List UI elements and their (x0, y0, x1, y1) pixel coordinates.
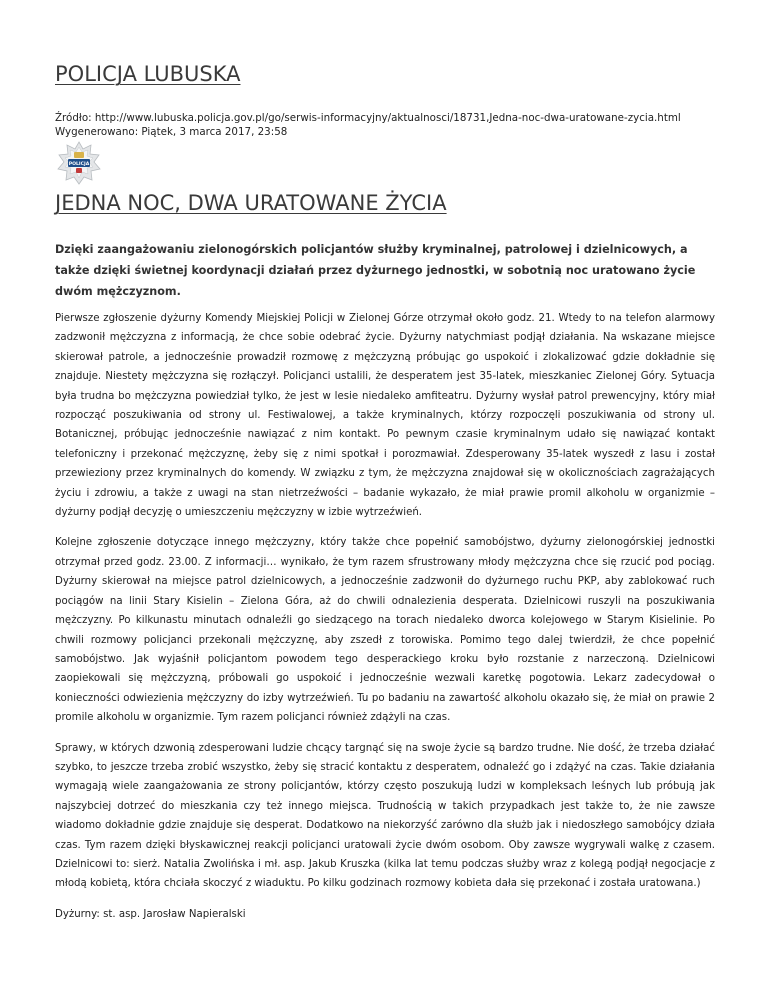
source-line: Źródło: http://www.lubuska.policja.gov.pl/go/serwis-informacyjny/aktualnosci/18731,Jedna-noc-dwa-uratowane-zycia.html (55, 112, 681, 124)
logo-text: POLICJA (68, 162, 90, 167)
article-lead: Dzięki zaangażowaniu zielonogórskich policjantów służby kryminalnej, patrolowej i dzielnicowych, a także dzięki świetnej koordynacji działań przez dyżurnego jednostki, w sobotnią noc uratowano życie dwóm mężczyznom. (55, 243, 696, 298)
article-body (55, 309, 715, 935)
generated-line: Wygenerowano: Piątek, 3 marca 2017, 23:58 (55, 126, 288, 138)
article-title[interactable]: JEDNA NOC, DWA URATOWANE ŻYCIA (55, 191, 447, 215)
police-star-logo-icon (57, 141, 101, 185)
article-paragraph: Dyżurny: st. asp. Jarosław Napieralski (55, 908, 246, 920)
article-paragraph: Pierwsze zgłoszenie dyżurny Komendy Miejskiej Policji w Zielonej Górze otrzymał około godz. 21. Wtedy to na telefon alarmowy zadzwonił mężczyzna z informacją, że chce sobie odebrać życie. Dyżurny natychmiast podjął działania. Na wskazane miejsce skierował patrole, a jednocześnie prowadził rozmowę z mężczyzną próbując go uspokoić i zlokalizować gdzie dokładnie się znajduje. Niestety mężczyzna się rozłączył. Policjanci ustalili, że desperatem jest 35-latek, mieszkaniec Zielonej Góry. Sytuacja była trudna bo mężczyzna powiedział tylko, że jest w lesie niedaleko amfiteatru. Dyżurny wysłał patrol prewencyjny, który miał rozpocząć poszukiwania od strony ul. Festiwalowej, a także kryminalnych, którzy rozpoczęli poszukiwania od strony ul. Botanicznej, próbując jednocześnie nawiązać z nim kontakt. Po pewnym czasie kryminalnym udało się nawiązać kontakt telefoniczny i przekonać mężczyznę, żeby się z nimi spotkał i porozmawiał. Zdesperowany 35-latek wyszedł z lasu i został przewieziony przez kryminalnych do komendy. W związku z tym, że mężczyzna znajdował się w okolicznościach zagrażających życiu i zdrowiu, a także z uwagi na stan nietrzeźwości – badanie wykazało, że miał prawie promil alkoholu w organizmie – dyżurny podjął decyzję o umieszczeniu mężczyzny w izbie wytrzeźwień. (55, 313, 715, 519)
article-paragraph: Kolejne zgłoszenie dotyczące innego mężczyzny, który także chce popełnić samobójstwo, dyżurny zielonogórskiej jednostki otrzymał przed godz. 23.00. Z informacji… wynikało, że tym razem sfrustrowany młody mężczyzna chce się rzucić pod pociąg. Dyżurny skierował na miejsce patrol dzielnicowych, a jednocześnie zadzwonił do dyżurnego ruchu PKP, aby zablokować ruch pociągów na linii Stary Kisielin – Zielona Góra, aż do chwili odnalezienia desperata. Dzielnicowi ruszyli na poszukiwania mężczyzny. Po kilkunastu minutach odnaleźli go siedzącego na torach niedaleko dworca kolejowego w Starym Kisielinie. Po chwili rozmowy policjanci przekonali mężczyznę, aby zszedł z torowiska. Pomimo tego dalej twierdził, że chce popełnić samobójstwo. Jak wyjaśnił policjantom powodem tego desperackiego kroku było rozstanie z narzeczoną. Dzielnicowi zaopiekowali się mężczyzną, próbowali go uspokoić i jednocześnie wezwali karetkę pogotowia. Lekarz zadecydował o konieczności odwiezienia mężczyzny do izby wytrzeźwień. Tu po badaniu na zawartość alkoholu okazało się, że miał on prawie 2 promile alkoholu w organizmie. Tym razem policjanci również zdążyli na czas. (55, 537, 715, 724)
meta-info (55, 111, 681, 139)
article-paragraph: Sprawy, w których dzwonią zdesperowani ludzie chcący targnąć się na swoje życie są bardzo trudne. Nie dość, że trzeba działać szybko, to jeszcze trzeba zrobić wszystko, żeby się stracić kontaktu z desperatem, odnaleźć go i zdążyć na czas. Takie działania wymagają wiele zaangażowania ze strony policjantów, którzy często poszukują ludzi w kompleksach leśnych lub próbują jak najszybciej dotrzeć do mieszkania czy też innego miejsca. Trudnością w takich przypadkach jest także to, że nie zawsze wiadomo dokładnie gdzie znajduje się desperat. Dodatkowo na niekorzyść zarówno dla służb jak i niedoszłego samobójcy działa czas. Tym razem dzięki błyskawicznej reakcji policjanci uratowali życie dwóm osobom. Oby zawsze wygrywali walkę z czasem. Dzielnicowi to: sierż. Natalia Zwolińska i mł. asp. Jakub Kruszka (kilka lat temu podczas służby wraz z kolegą podjął negocjacje z młodą kobietą, która chciała skoczyć z wiaduktu. Po kilku godzinach rozmowy kobieta dała się przekonać i została uratowana.) (55, 742, 715, 890)
site-title[interactable]: POLICJA LUBUSKA (55, 62, 241, 86)
